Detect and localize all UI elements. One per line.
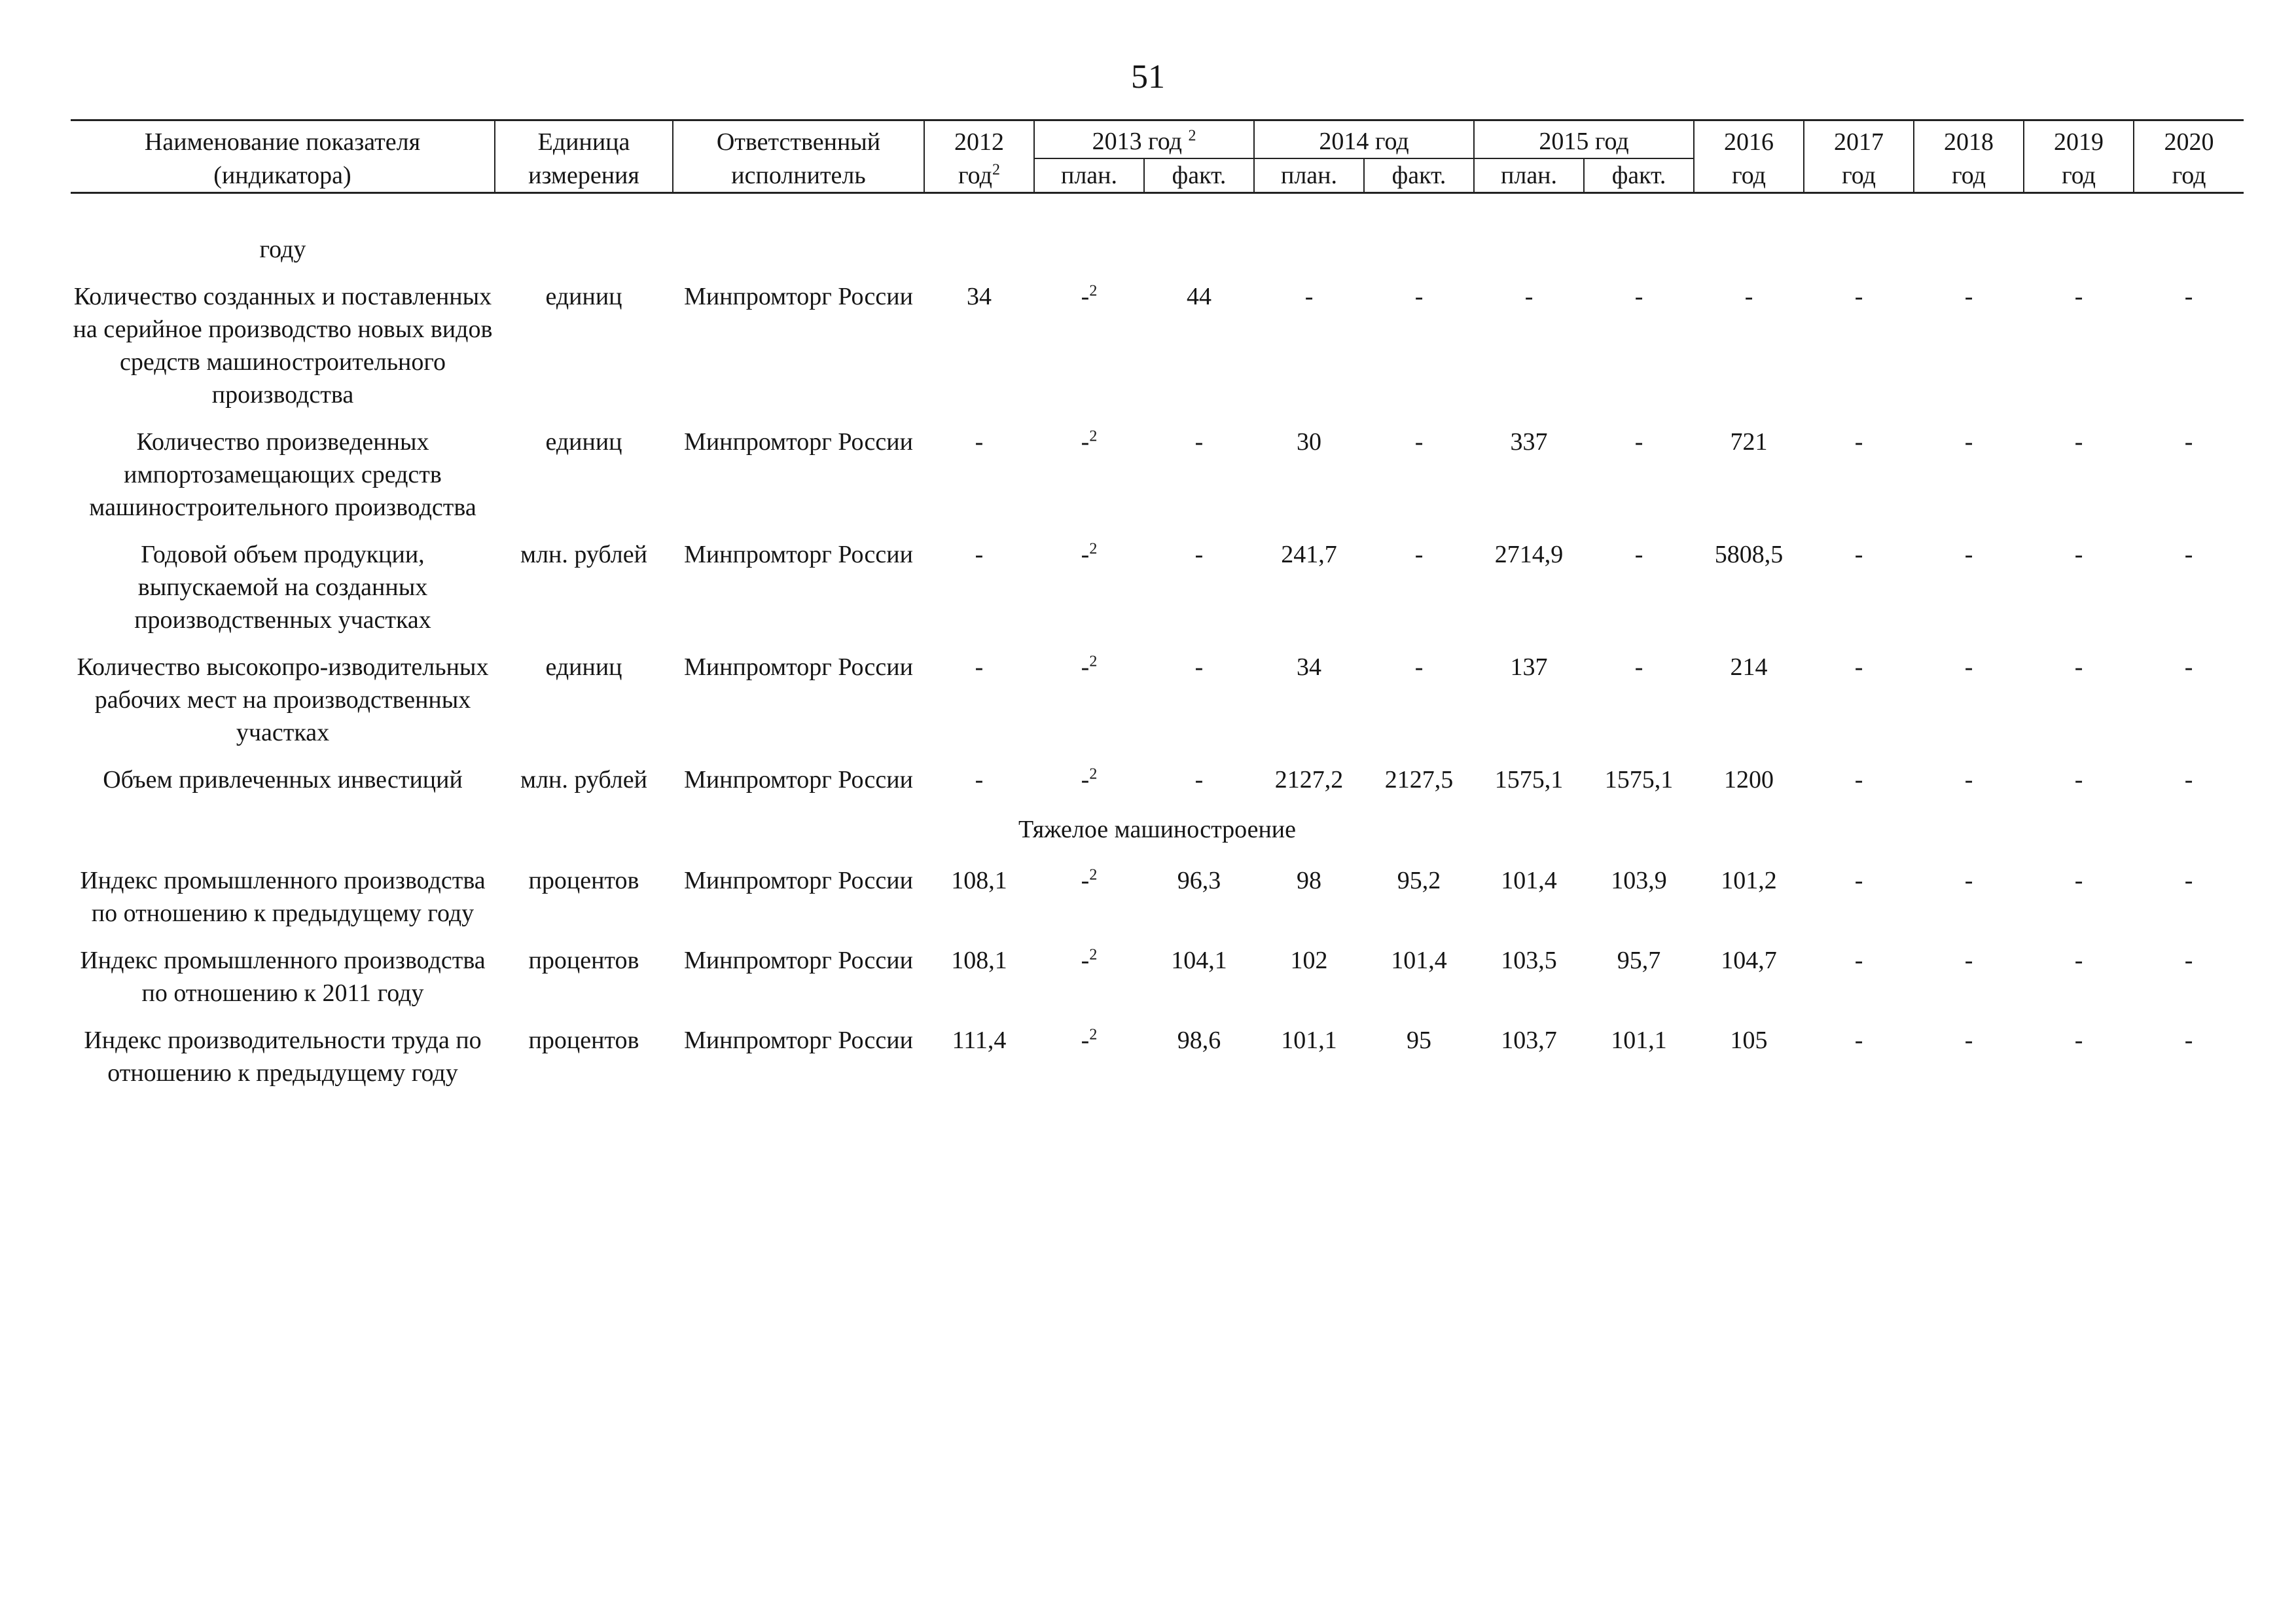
header-executor-line1: Ответственный	[673, 120, 924, 159]
header-2013-group: 2013 год $^2$	[1034, 120, 1254, 159]
continuation-row	[71, 233, 2244, 280]
value-cell: -	[2184, 766, 2193, 793]
page-number: 51	[1131, 58, 1165, 96]
indicator-table-sheet	[71, 119, 2236, 1104]
table-row	[71, 944, 2244, 1024]
executor-cell: Минпромторг России	[684, 947, 913, 974]
value-cell: 108,1	[951, 947, 1007, 974]
header-unit-line2: измерения	[495, 158, 673, 193]
header-indicator-line1: Наименование показателя	[71, 120, 495, 159]
value-cell: 95,7	[1617, 947, 1661, 974]
value-cell: 1575,1	[1494, 766, 1564, 793]
header-2013-fact: факт.	[1144, 158, 1254, 193]
value-cell: 105	[1730, 1027, 1768, 1054]
value-cell: -	[2074, 947, 2083, 974]
header-2018-year: 2018	[1914, 120, 2024, 159]
value-cell: -$^2$	[1081, 540, 1098, 568]
value-cell: -	[1194, 766, 1204, 793]
value-cell: -	[2074, 283, 2083, 310]
header-2015-group: 2015 год	[1474, 120, 1694, 159]
executor-cell: Минпромторг России	[684, 1027, 913, 1054]
value-cell: 103,5	[1501, 947, 1557, 974]
footnote-mark: 2	[1089, 282, 1098, 300]
value-cell: 1575,1	[1604, 766, 1674, 793]
value-cell: -	[1414, 428, 1424, 456]
value-cell: -	[2074, 653, 2083, 681]
header-unit-line1: Единица	[495, 120, 673, 159]
value-cell: -	[2074, 766, 2083, 793]
value-cell: -	[1854, 541, 1863, 568]
value-cell: 30	[1297, 428, 1322, 456]
table-row	[71, 538, 2244, 651]
value-cell: -$^2$	[1081, 653, 1098, 681]
value-cell: -	[1304, 283, 1314, 310]
value-cell: 101,4	[1501, 867, 1557, 894]
executor-cell: Минпромторг России	[684, 653, 913, 681]
unit-cell: млн. рублей	[520, 766, 647, 793]
header-2017-year: 2017	[1804, 120, 1914, 159]
header-indicator-line2: (индикатора)	[71, 158, 495, 193]
value-cell: -	[2184, 867, 2193, 894]
header-2016-year: 2016	[1694, 120, 1804, 159]
header-2016-word: год	[1694, 158, 1804, 193]
value-cell: 721	[1730, 428, 1768, 456]
header-executor-line2: исполнитель	[673, 158, 924, 193]
value-cell: 5808,5	[1714, 541, 1784, 568]
footnote-mark: 2	[1089, 765, 1098, 783]
header-2015-fact: факт.	[1584, 158, 1694, 193]
unit-cell: единиц	[545, 653, 622, 681]
indicator-name: Количество высокопро-изводительных рабочих мест на производственных участках	[77, 653, 489, 746]
unit-cell: процентов	[528, 947, 639, 974]
value-cell: -	[1524, 283, 1534, 310]
value-cell: 101,4	[1391, 947, 1447, 974]
table-row	[71, 864, 2244, 944]
indicator-table-body	[71, 193, 2244, 1104]
value-cell: -	[1964, 766, 1973, 793]
value-cell: -	[1854, 947, 1863, 974]
value-cell: -	[975, 766, 984, 793]
header-2019-year: 2019	[2024, 120, 2134, 159]
value-cell: -	[1854, 766, 1863, 793]
indicator-name: Индекс производительности труда по отношению к предыдущему году	[84, 1027, 482, 1087]
table-row	[71, 763, 2244, 811]
value-cell: 111,4	[952, 1027, 1007, 1054]
executor-cell: Минпромторг России	[684, 541, 913, 568]
value-cell: -	[2184, 428, 2193, 456]
value-cell: -	[1634, 428, 1643, 456]
value-cell: 96,3	[1177, 867, 1221, 894]
value-cell: -	[2074, 428, 2083, 456]
value-cell: 101,1	[1281, 1027, 1337, 1054]
value-cell: 44	[1187, 283, 1211, 310]
value-cell: 103,9	[1611, 867, 1667, 894]
footnote-mark: 2	[1089, 428, 1098, 445]
header-2012-word: год$^2$	[924, 158, 1034, 193]
header-2019-word: год	[2024, 158, 2134, 193]
header-2020-year: 2020	[2134, 120, 2244, 159]
indicator-name: Количество созданных и поставленных на серийное производство новых видов средств машиностроительного производства	[73, 283, 493, 409]
section-heading: Тяжелое машиностроение	[1018, 816, 1297, 843]
value-cell: -	[1854, 1027, 1863, 1054]
header-2014-fact: факт.	[1364, 158, 1474, 193]
value-cell: -$^2$	[1081, 866, 1098, 894]
indicator-name: Индекс промышленного производства по отношению к предыдущему году	[80, 867, 486, 927]
value-cell: 98,6	[1177, 1027, 1221, 1054]
unit-cell: единиц	[545, 428, 622, 456]
value-cell: -	[1964, 1027, 1973, 1054]
executor-cell: Минпромторг России	[684, 428, 913, 456]
value-cell: -	[1414, 283, 1424, 310]
indicator-name: Объем привлеченных инвестиций	[103, 766, 463, 793]
value-cell: -	[1414, 541, 1424, 568]
continuation-text: году	[259, 236, 306, 263]
value-cell: -	[2074, 541, 2083, 568]
value-cell: -	[1854, 653, 1863, 681]
footnote-mark: 2	[1089, 946, 1098, 964]
table-row	[71, 1024, 2244, 1104]
header-2012-year: 2012	[924, 120, 1034, 159]
value-cell: 2714,9	[1494, 541, 1564, 568]
value-cell: -$^2$	[1081, 946, 1098, 974]
value-cell: -	[2184, 1027, 2193, 1054]
header-2014-plan: план.	[1254, 158, 1364, 193]
value-cell: -	[975, 541, 984, 568]
value-cell: -$^2$	[1081, 428, 1098, 456]
footnote-mark: 2	[992, 161, 1000, 179]
value-cell: 337	[1510, 428, 1548, 456]
value-cell: 2127,5	[1384, 766, 1454, 793]
executor-cell: Минпромторг России	[684, 867, 913, 894]
value-cell: 104,1	[1171, 947, 1227, 974]
footnote-mark: 2	[1089, 866, 1098, 884]
value-cell: -	[1964, 653, 1973, 681]
value-cell: 137	[1510, 653, 1548, 681]
table-row	[71, 651, 2244, 763]
value-cell: 34	[1297, 653, 1322, 681]
section-heading-row	[71, 811, 2244, 864]
value-cell: -	[1634, 283, 1643, 310]
value-cell: -	[1634, 653, 1643, 681]
value-cell: 95,2	[1397, 867, 1441, 894]
value-cell: -	[1964, 867, 1973, 894]
executor-cell: Минпромторг России	[684, 283, 913, 310]
unit-cell: единиц	[545, 283, 622, 310]
value-cell: -$^2$	[1081, 282, 1098, 310]
header-2020-word: год	[2134, 158, 2244, 193]
value-cell: -	[2184, 653, 2193, 681]
executor-cell: Минпромторг России	[684, 766, 913, 793]
unit-cell: процентов	[528, 867, 639, 894]
footnote-mark: 2	[1089, 653, 1098, 670]
spacer-row	[71, 193, 2244, 234]
unit-cell: процентов	[528, 1027, 639, 1054]
indicator-name: Индекс промышленного производства по отношению к 2011 году	[80, 947, 486, 1007]
value-cell: -	[2074, 867, 2083, 894]
value-cell: -	[1194, 541, 1204, 568]
header-2018-word: год	[1914, 158, 2024, 193]
value-cell: 2127,2	[1274, 766, 1344, 793]
indicator-name: Годовой объем продукции, выпускаемой на созданных производственных участках	[134, 541, 431, 634]
indicator-name: Количество произведенных импортозамещающих средств машиностроительного производства	[89, 428, 476, 521]
value-cell: -	[2184, 283, 2193, 310]
header-2014-group: 2014 год	[1254, 120, 1474, 159]
value-cell: -	[1194, 428, 1204, 456]
header-2015-plan: план.	[1474, 158, 1584, 193]
value-cell: 102	[1290, 947, 1328, 974]
value-cell: -	[1854, 867, 1863, 894]
value-cell: 101,2	[1721, 867, 1777, 894]
footnote-mark: 2	[1089, 540, 1098, 558]
header-2017-word: год	[1804, 158, 1914, 193]
footnote-mark: 2	[1188, 127, 1196, 145]
value-cell: -	[2184, 947, 2193, 974]
value-cell: -	[1854, 283, 1863, 310]
value-cell: -	[2184, 541, 2193, 568]
value-cell: 214	[1730, 653, 1768, 681]
value-cell: 241,7	[1281, 541, 1337, 568]
value-cell: -$^2$	[1081, 1026, 1098, 1054]
value-cell: -	[1964, 541, 1973, 568]
value-cell: 98	[1297, 867, 1322, 894]
value-cell: -	[1634, 541, 1643, 568]
value-cell: -	[1964, 283, 1973, 310]
value-cell: 108,1	[951, 867, 1007, 894]
header-2013-plan: план.	[1034, 158, 1144, 193]
value-cell: -	[1744, 283, 1753, 310]
value-cell: -	[1194, 653, 1204, 681]
unit-cell: млн. рублей	[520, 541, 647, 568]
value-cell: -	[975, 653, 984, 681]
value-cell: 95	[1407, 1027, 1432, 1054]
table-row	[71, 426, 2244, 538]
table-row	[71, 280, 2244, 426]
value-cell: 104,7	[1721, 947, 1777, 974]
value-cell: 1200	[1724, 766, 1774, 793]
footnote-mark: 2	[1089, 1026, 1098, 1044]
value-cell: -	[1414, 653, 1424, 681]
value-cell: -	[1964, 428, 1973, 456]
value-cell: -	[2074, 1027, 2083, 1054]
value-cell: -	[1854, 428, 1863, 456]
value-cell: 103,7	[1501, 1027, 1557, 1054]
value-cell: -$^2$	[1081, 765, 1098, 793]
indicator-table	[71, 119, 2244, 1104]
value-cell: 34	[967, 283, 992, 310]
value-cell: 101,1	[1611, 1027, 1667, 1054]
value-cell: -	[1964, 947, 1973, 974]
value-cell: -	[975, 428, 984, 456]
